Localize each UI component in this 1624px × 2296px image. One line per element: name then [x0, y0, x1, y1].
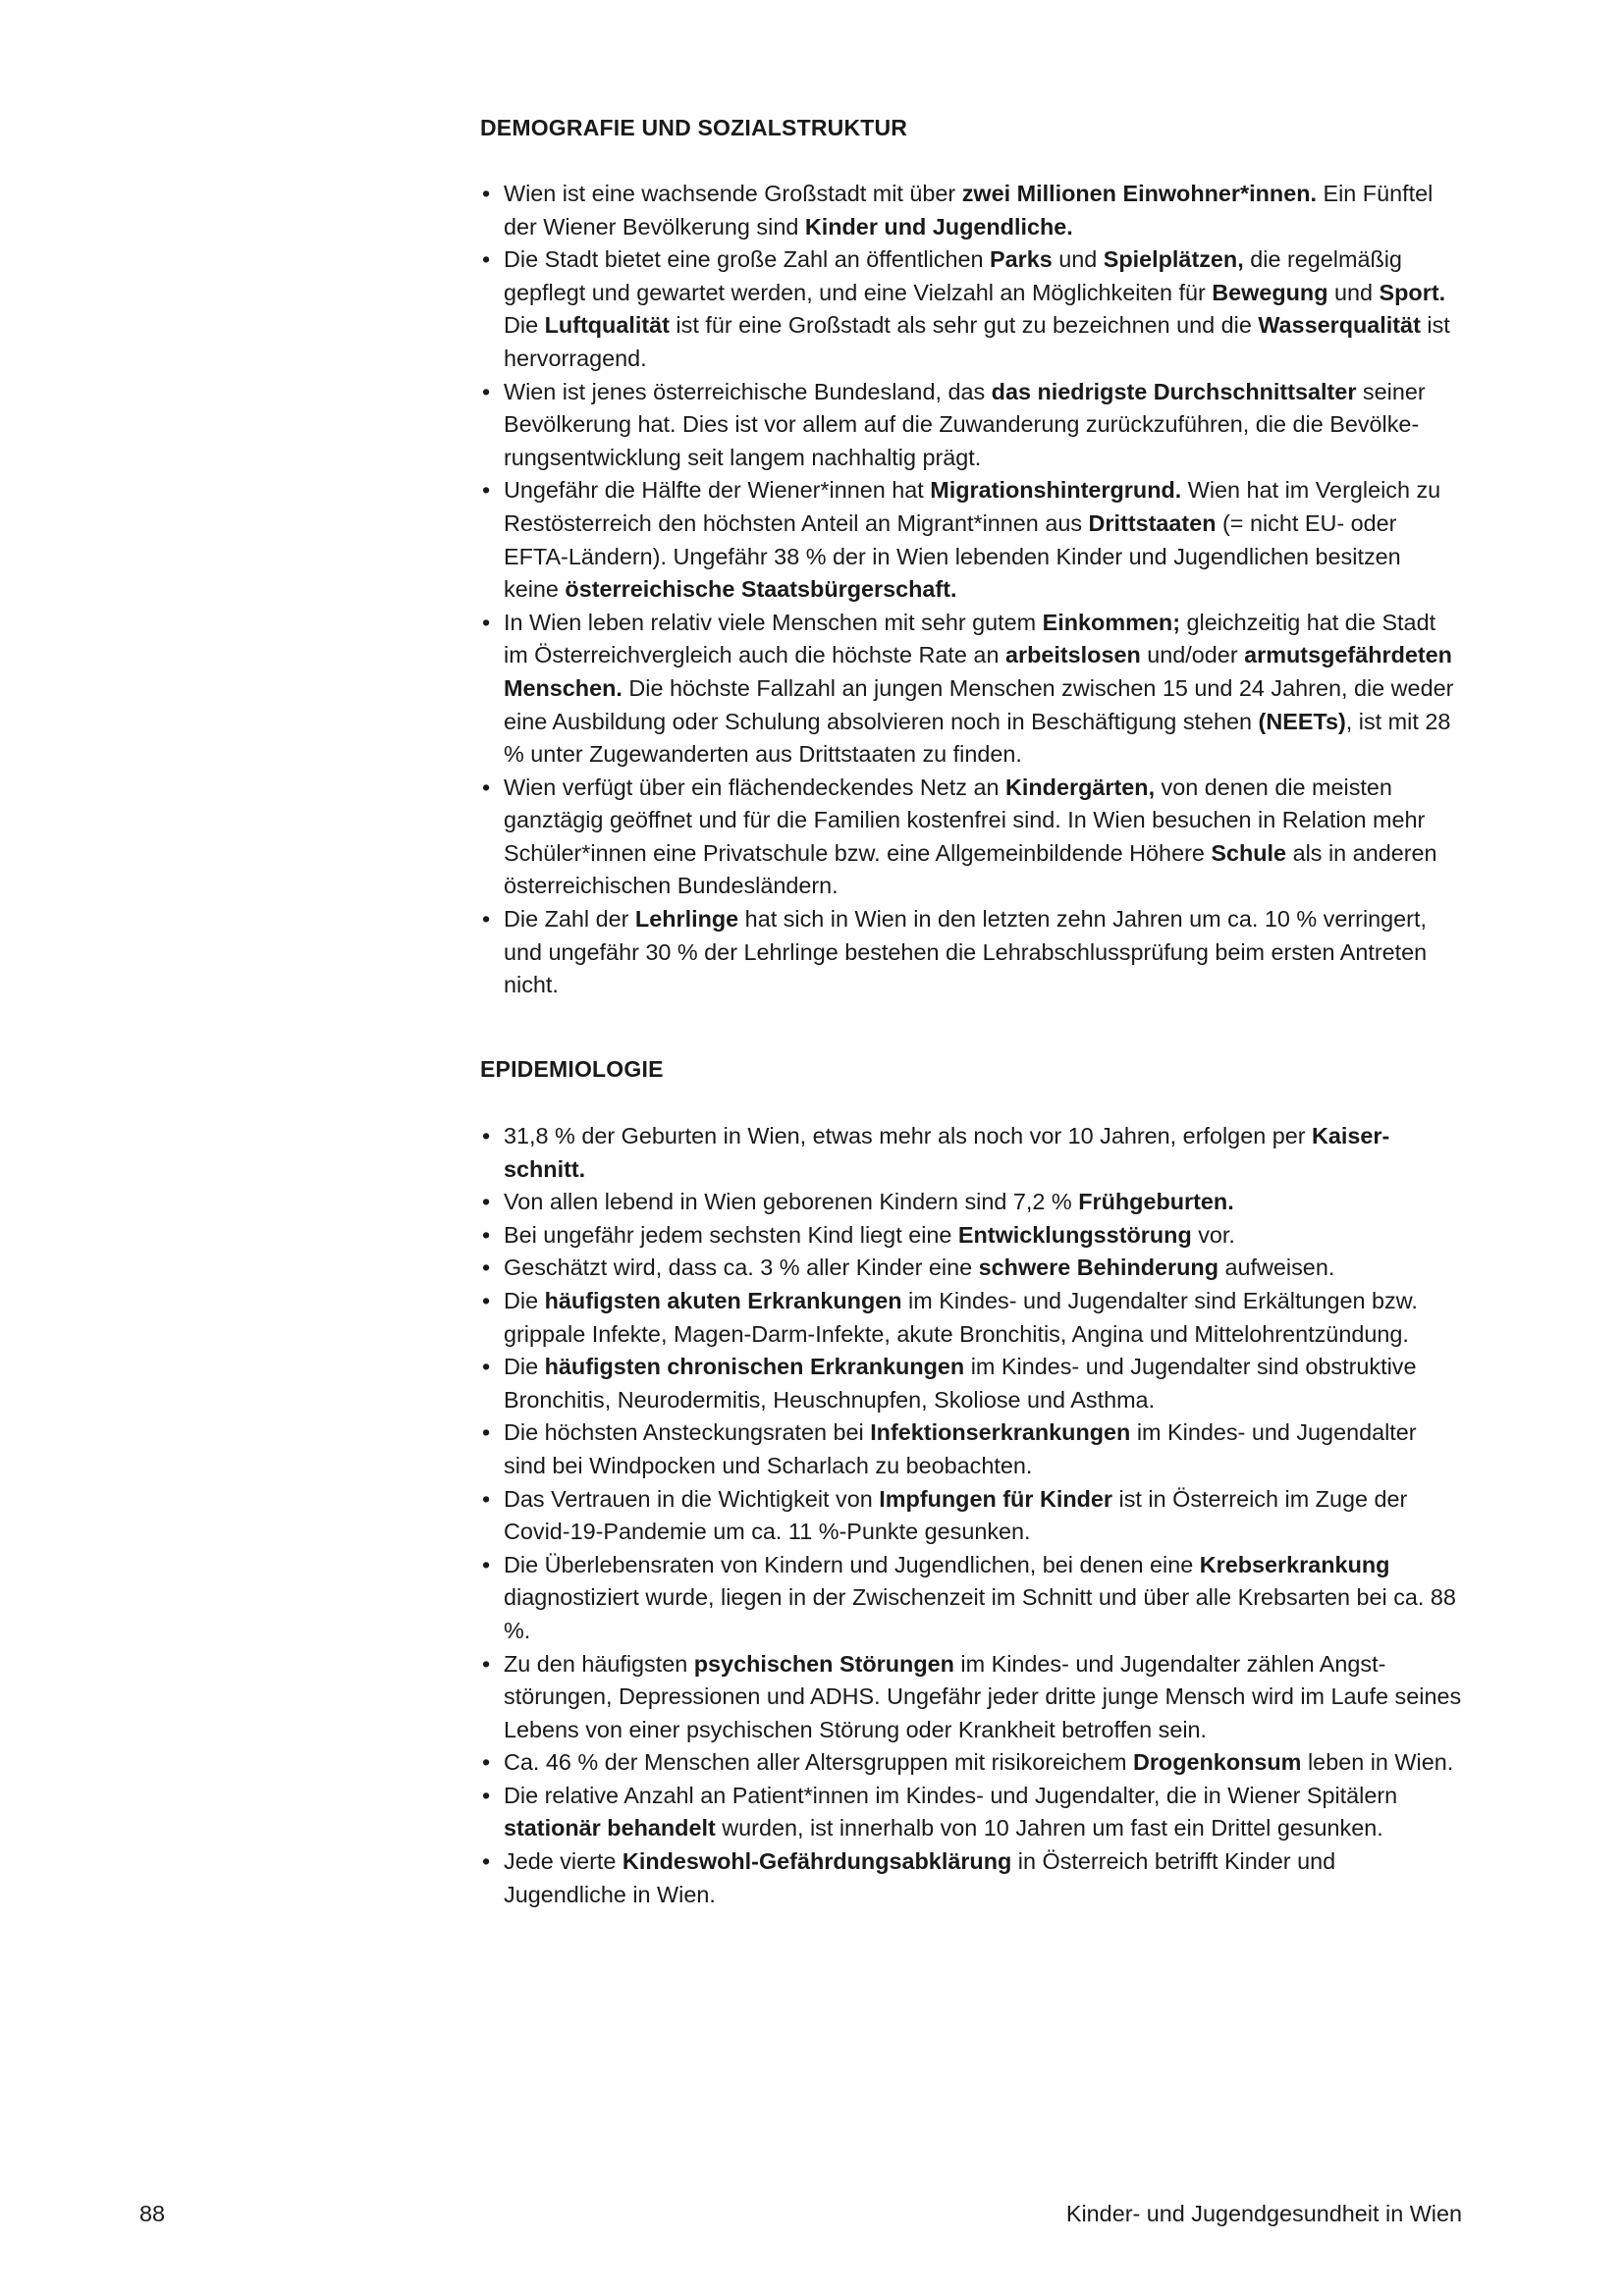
bold-text: Frühgeburten.: [1078, 1189, 1234, 1215]
list-item: [480, 607, 1462, 772]
text-run: Ein Fünftel der Wiener Bevölkerung sind: [504, 181, 1434, 240]
text-run: Wien hat im Vergleich zu Restösterreich den höchsten Anteil an Migrant*innen aus: [504, 477, 1441, 536]
bold-text: psychischen Störungen: [693, 1650, 954, 1677]
text-run: wurden, ist innerhalb von 10 Jahren um fast ein Drittel gesunken.: [715, 1815, 1383, 1842]
bold-text: stationär behandelt: [504, 1815, 716, 1842]
text-run: ist in Österreich im Zuge der Covid-19-Pandemie um ca. 11 %-Punkte gesunken.: [504, 1485, 1408, 1545]
bold-text: armutsgefährdeten Menschen.: [504, 642, 1452, 701]
list-item: [480, 243, 1462, 375]
bold-text: (NEETs): [1258, 708, 1346, 734]
text-run: ist hervorragend.: [504, 312, 1450, 371]
text-run: Zu den häufigsten: [504, 1650, 694, 1677]
text-run: Von allen lebend in Wien geborenen Kindern sind 7,2 %: [504, 1189, 1079, 1215]
bold-text: österreichische Staatsbürgerschaft.: [565, 576, 957, 603]
list-item: [480, 1252, 1462, 1285]
list-item: [480, 772, 1462, 903]
text-run: als in anderen österreichischen Bundesländern.: [504, 839, 1437, 899]
text-run: hat sich in Wien in den letzten zehn Jahren um ca. 10 % verringert, und ungefähr 30 % der Lehrlinge bestehen die Lehrabschlussprüfung beim ersten Antreten nicht.: [504, 906, 1428, 998]
text-run: und: [1052, 246, 1104, 273]
bold-text: das niedrigste Durchschnittsalter: [991, 378, 1357, 404]
text-run: seiner Bevölkerung hat. Dies ist vor allem auf die Zuwanderung zurückzuführen, die die Bevölkerungsentwicklung seit langem nachhaltig prägt.: [504, 378, 1426, 470]
section-heading-demografie: DEMOGRAFIE UND SOZIALSTRUKTUR: [480, 115, 908, 140]
text-run: im Kindes- und Jugendalter sind Erkältungen bzw. grippale Infekte, Magen-Darm-Infekte, akute Bronchitis, Angina und Mittelohrentzündung.: [504, 1287, 1418, 1347]
bold-text: zwei Millionen Einwohner*innen.: [961, 181, 1317, 206]
text-run: gleichzeitig hat die Stadt im Österreichvergleich auch die höchste Rate an: [504, 609, 1436, 668]
bold-text: Entwicklungsstörung: [957, 1221, 1192, 1248]
list-item: [480, 1549, 1462, 1648]
list-item: [480, 1483, 1462, 1549]
text-run: Ungefähr die Hälfte der Wiener*innen hat: [504, 477, 931, 504]
list-item: [480, 376, 1462, 475]
text-run: Wien ist eine wachsende Großstadt mit über: [504, 181, 962, 206]
text-run: leben in Wien.: [1301, 1749, 1454, 1776]
bold-text: Drogenkonsum: [1132, 1749, 1302, 1776]
page-number: 88: [139, 2201, 166, 2226]
list-item: [480, 1219, 1462, 1253]
text-run: die regelmäßig gepflegt und gewartet werden, und eine Vielzahl an Möglichkeiten für: [504, 246, 1402, 305]
text-run: vor.: [1191, 1221, 1235, 1248]
text-run: Die relative Anzahl an Patient*innen im Kindes- und Jugendalter, die in Wiener Spitälern: [504, 1782, 1398, 1808]
bold-text: Bewegung: [1212, 279, 1328, 305]
text-run: ist für eine Großstadt als sehr gut zu bezeichnen und die: [669, 312, 1259, 339]
bold-text: Migrationshintergrund.: [930, 477, 1182, 504]
text-run: Die: [504, 312, 545, 339]
list-item: [480, 474, 1462, 606]
text-run: Jede vierte: [504, 1848, 623, 1875]
text-run: Ca. 46 % der Menschen aller Altersgruppen mit risikoreichem: [504, 1749, 1133, 1776]
bold-text: häufigsten akuten Erkrankungen: [544, 1287, 902, 1313]
text-run: in Österreich betrifft Kinder und Jugendliche in Wien.: [504, 1848, 1336, 1907]
bold-text: Kindergärten,: [1005, 774, 1156, 800]
list-item: [480, 1845, 1462, 1911]
text-run: Wien verfügt über ein flächendeckendes Netz an: [504, 774, 1005, 800]
bullet-list-demografie: [480, 178, 1462, 1002]
bold-text: Parks: [989, 246, 1053, 273]
bold-text: Drittstaaten: [1088, 509, 1217, 536]
running-title: Kinder- und Jugendgesundheit in Wien: [1065, 2201, 1462, 2226]
list-item: [480, 1120, 1462, 1186]
section-heading-epidemiologie: EPIDEMIOLOGIE: [480, 1056, 664, 1082]
text-run: Die Zahl der: [504, 906, 635, 933]
text-run: Wien ist jenes österreichische Bundesland, das: [504, 378, 992, 404]
bold-text: arbeitslosen: [1004, 642, 1141, 668]
bold-text: Infektionserkrankungen: [870, 1419, 1131, 1446]
text-run: im Kindes- und Jugendalter zählen Angststörungen, Depressionen und ADHS. Ungefähr jeder dritte junge Mensch wird im Laufe seines Lebens von einer psychischen Störung oder Krankheit betroffen sein.: [504, 1650, 1462, 1742]
text-run: diagnostiziert wurde, liegen in der Zwischenzeit im Schnitt und über alle Krebsarten bei ca. 88 %.: [504, 1584, 1456, 1643]
text-run: Bei ungefähr jedem sechsten Kind liegt eine: [504, 1221, 958, 1248]
text-run: und/oder: [1140, 642, 1245, 668]
text-run: Geschätzt wird, dass ca. 3 % aller Kinder eine: [504, 1255, 979, 1281]
bold-text: Impfungen für Kinder: [879, 1485, 1113, 1512]
text-run: aufweisen.: [1218, 1255, 1335, 1281]
list-item: [480, 903, 1462, 1002]
list-item: [480, 1648, 1462, 1747]
text-run: Die höchsten Ansteckungsraten bei: [504, 1419, 871, 1446]
list-item: [480, 1416, 1462, 1482]
text-run: und: [1327, 279, 1380, 305]
list-item: [480, 178, 1462, 243]
text-run: Das Vertrauen in die Wichtigkeit von: [504, 1485, 880, 1512]
text-run: In Wien leben relativ viele Menschen mit sehr gutem: [504, 609, 1043, 635]
list-item: [480, 1780, 1462, 1845]
text-run: (= nicht EU- oder EFTA-Ländern). Ungefähr 38 % der in Wien lebenden Kinder und Jugendlichen besitzen keine: [504, 509, 1401, 603]
text-run: Die Überlebensraten von Kindern und Jugendlichen, bei denen eine: [504, 1551, 1200, 1577]
list-item: [480, 1285, 1462, 1351]
list-item: [480, 1186, 1462, 1219]
bold-text: Schule: [1211, 839, 1287, 866]
bullet-list-epidemiologie: [480, 1120, 1462, 1911]
text-run: Die: [504, 1287, 545, 1313]
bold-text: Kaiserschnitt.: [504, 1123, 1390, 1182]
list-item: [480, 1746, 1462, 1780]
text-run: , ist mit 28 % unter Zugewanderten aus Drittstaaten zu finden.: [504, 708, 1451, 768]
text-run: 31,8 % der Geburten in Wien, etwas mehr als noch vor 10 Jahren, erfolgen per: [504, 1123, 1313, 1148]
text-run: im Kindes- und Jugendalter sind bei Windpocken und Scharlach zu beobachten.: [504, 1419, 1417, 1478]
bold-text: Spielplätzen,: [1103, 246, 1244, 273]
bold-text: schwere Behinderung: [978, 1255, 1218, 1281]
list-item: [480, 1351, 1462, 1416]
bold-text: Kinder und Jugendliche.: [804, 213, 1073, 240]
bold-text: Kindeswohl-Gefährdungsabklärung: [622, 1848, 1012, 1875]
text-run: im Kindes- und Jugendalter sind obstruktive Bronchitis, Neurodermitis, Heuschnupfen, Skoliose und Asthma.: [504, 1354, 1417, 1413]
bold-text: Wasserqualität: [1258, 312, 1421, 339]
bold-text: Sport.: [1379, 279, 1446, 305]
bold-text: Lehrlinge: [634, 906, 739, 933]
text-run: von denen die meisten ganztägig geöffnet und für die Familien kostenfrei sind. In Wien besuchen in Relation mehr Schüler*innen eine Privatschule bzw. eine Allgemeinbildende Höhere: [504, 774, 1426, 866]
text-run: Die: [504, 1354, 545, 1380]
bold-text: Krebserkrankung: [1199, 1551, 1390, 1577]
bold-text: Einkommen;: [1042, 609, 1181, 635]
text-run: Die Stadt bietet eine große Zahl an öffentlichen: [504, 246, 990, 273]
text-run: Die höchste Fallzahl an jungen Menschen zwischen 15 und 24 Jahren, die weder eine Ausbildung oder Schulung absolvieren noch in Beschäftigung stehen: [504, 674, 1454, 734]
bold-text: Luftqualität: [544, 312, 670, 339]
bold-text: häufigsten chronischen Erkrankungen: [544, 1354, 965, 1380]
